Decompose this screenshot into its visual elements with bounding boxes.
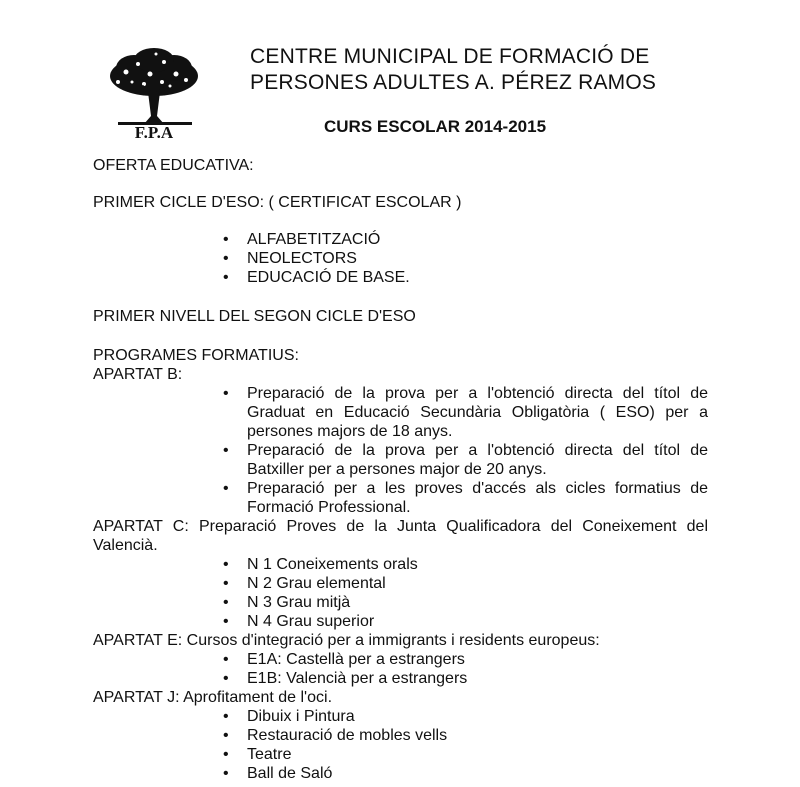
title-line-2: PERSONES ADULTES A. PÉREZ RAMOS [250, 71, 657, 94]
apartat-b-heading: APARTAT B: [93, 366, 183, 383]
list-item: • E1A: Castellà per a estrangers [247, 650, 708, 669]
apartat-c-list [93, 555, 708, 631]
list-item: • Ball de Saló [247, 764, 708, 783]
list-item: • Preparació per a les proves d'accés als cicles formatius de Formació Professional. [247, 479, 708, 517]
tree-logo-icon [104, 46, 204, 140]
list-item: • ALFABETITZACIÓ [247, 230, 708, 249]
segon-cicle-heading: PRIMER NIVELL DEL SEGON CICLE D'ESO [93, 308, 416, 325]
list-item: • Teatre [247, 745, 708, 764]
list-item: • Dibuix i Pintura [247, 707, 708, 726]
course-year-heading: CURS ESCOLAR 2014-2015 [324, 117, 547, 136]
list-item: • Preparació de la prova per a l'obtenció directa del títol de Graduat en Educació Secundària Obligatòria ( ESO) per a persones majors de 18 anys. [247, 384, 708, 441]
list-item: • N 2 Grau elemental [247, 574, 708, 593]
school-logo [104, 46, 204, 140]
apartat-c-heading: APARTAT C: Preparació Proves de la Junta Qualificadora del Coneixement del Valencià. [93, 518, 708, 554]
list-item: • E1B: Valencià per a estrangers [247, 669, 708, 688]
list-item: • N 3 Grau mitjà [247, 593, 708, 612]
apartat-j-heading: APARTAT J: Aprofitament de l'oci. [93, 689, 333, 706]
apartat-b-list [93, 384, 708, 517]
page-title [250, 44, 770, 96]
list-item: • NEOLECTORS [247, 249, 708, 268]
apartat-e-heading: APARTAT E: Cursos d'integració per a immigrants i residents europeus: [93, 632, 600, 649]
programes-heading: PROGRAMES FORMATIUS: [93, 347, 299, 364]
list-item: • Restauració de mobles vells [247, 726, 708, 745]
oferta-heading: OFERTA EDUCATIVA: [93, 157, 254, 174]
primer-cicle-list [93, 230, 708, 287]
list-item: • Preparació de la prova per a l'obtenció directa del títol de Batxiller per a persones major de 20 anys. [247, 441, 708, 479]
title-line-1: CENTRE MUNICIPAL DE FORMACIÓ DE [250, 45, 650, 68]
apartat-e-list [93, 650, 708, 688]
document-body [93, 156, 708, 783]
logo-lettering: F.P.A [134, 123, 174, 140]
list-item: • N 1 Coneixements orals [247, 555, 708, 574]
list-item: • EDUCACIÓ DE BASE. [247, 268, 708, 287]
list-item: • N 4 Grau superior [247, 612, 708, 631]
primer-cicle-heading: PRIMER CICLE D'ESO: ( CERTIFICAT ESCOLAR ) [93, 194, 462, 211]
apartat-j-list [93, 707, 708, 783]
